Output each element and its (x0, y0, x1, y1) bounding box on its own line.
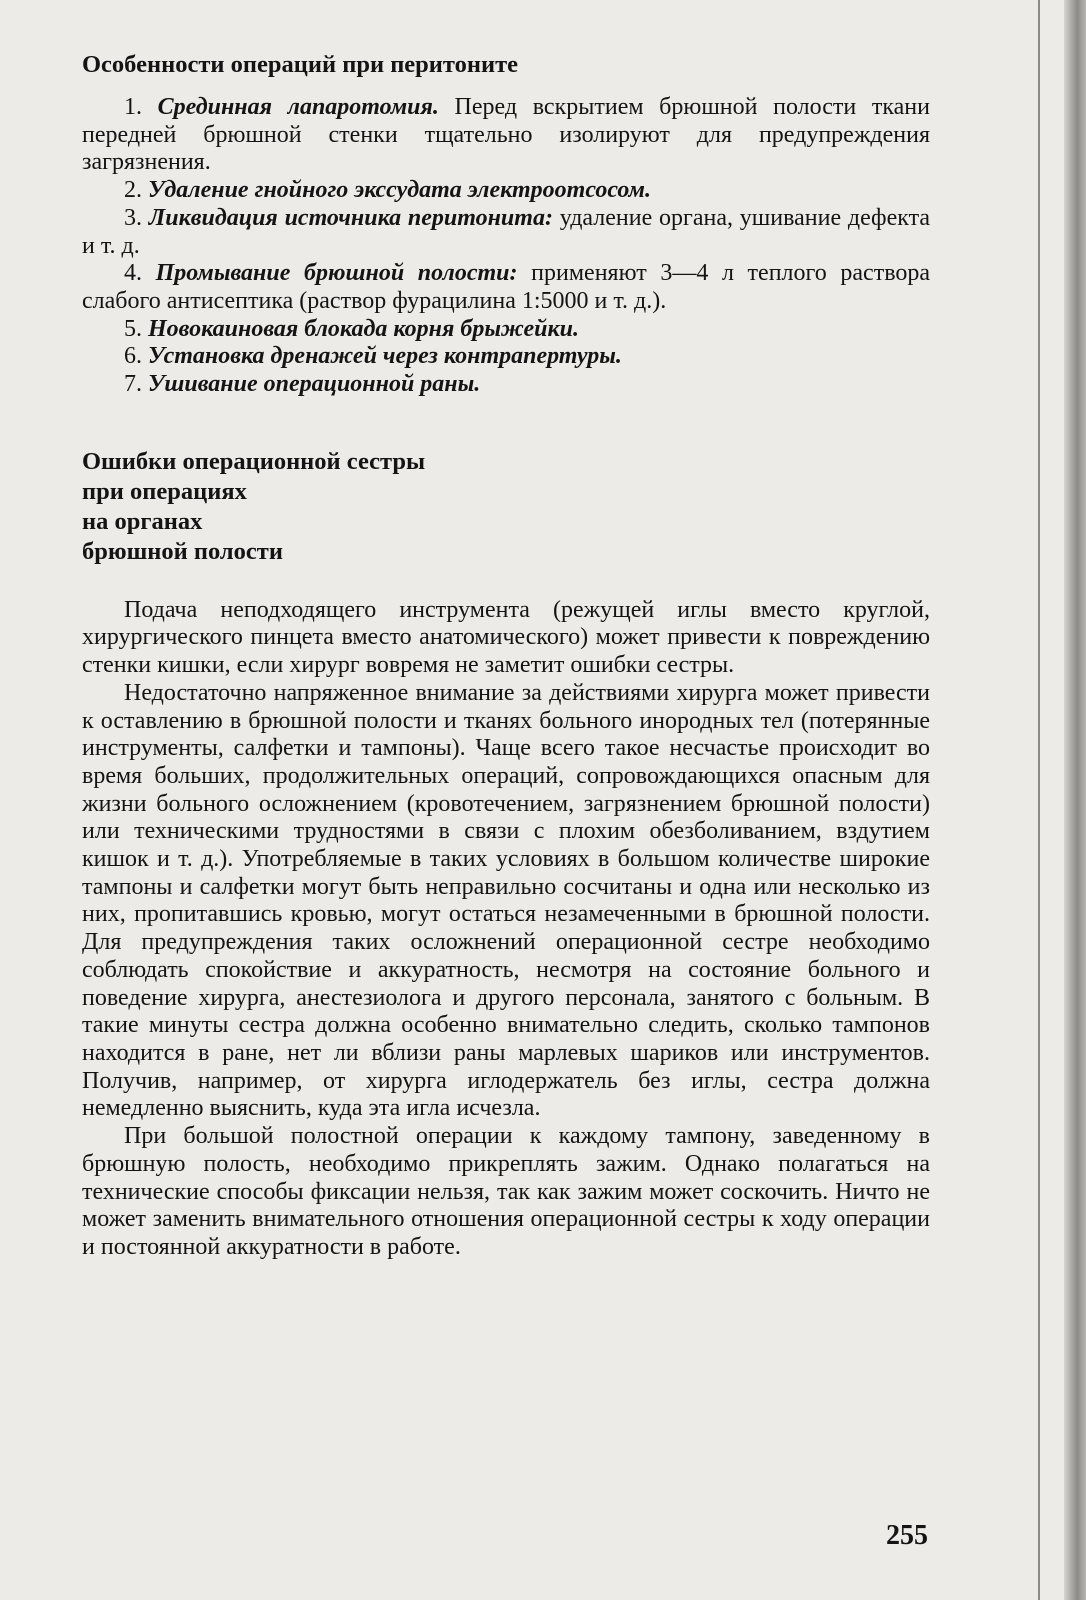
item-text: Перед вскрытием брюшной полости ткани передней брюшной стенки тщательно изолируют для предупреждения загрязнения. (82, 94, 930, 176)
page-gutter-line (1038, 0, 1040, 1600)
operation-steps-list (82, 94, 930, 399)
item-text: удаление органа, ушивание дефекта и т. д. (82, 204, 931, 259)
item-term: Ушивание операционной раны. (148, 371, 481, 398)
page-number: 255 (886, 1520, 928, 1551)
list-item (82, 260, 930, 315)
list-item (82, 94, 930, 177)
item-number: 6. (124, 343, 142, 370)
item-number: 1. (124, 94, 142, 120)
body-paragraph: При большой полостной операции к каждому тампону, заведенному в брюшную полость, необходимо прикреплять зажим. Однако полагаться на технические способы фиксации нельзя, так как зажим может соскочить. Ничто не может заменить внимательного отношения операционной сестры к ходу операции и постоянной аккуратности в работе. (82, 1123, 930, 1260)
heading-line: брюшной полости (82, 537, 283, 565)
list-item (82, 343, 930, 371)
list-item (82, 177, 930, 205)
list-item (82, 371, 930, 399)
heading-line: при операциях (82, 477, 247, 505)
item-number: 3. (124, 204, 142, 231)
item-term: Промывание брюшной полости: (155, 260, 518, 287)
item-term: Удаление гнойного экссудата электроотсосом. (148, 177, 651, 204)
item-term: Установка дренажей через контрапертуры. (148, 343, 622, 370)
page-edge-shadow (1064, 0, 1086, 1600)
list-item (82, 316, 930, 344)
item-number: 4. (124, 260, 142, 287)
list-item (82, 205, 930, 260)
item-text: применяют 3—4 л теплого раствора слабого антисептика (раствор фурацилина 1:5000 и т. д.). (82, 260, 931, 314)
item-number: 7. (124, 371, 142, 398)
heading-line: Ошибки операционной сестры (82, 447, 426, 475)
item-term: Новокаиновая блокада корня брыжейки. (148, 315, 580, 342)
item-term: Ликвидация источника перитонита: (148, 204, 553, 231)
body-paragraph: Подача неподходящего инструмента (режущей иглы вместо круглой, хирургического пинцета вместо анатомического) может привести к повреждению стенки кишки, если хирург вовремя не заметит ошибки сестры. (82, 596, 930, 679)
section-heading-nurse-errors (82, 447, 930, 567)
item-term: Срединная лапаротомия. (157, 94, 439, 120)
item-number: 2. (124, 177, 142, 204)
body-paragraph: Недостаточно напряженное внимание за действиями хирурга может привести к оставлению в брюшной полости и тканях больного инородных тел (потерянные инструменты, салфетки и тампоны). Чаще всего такое несчастье происходит во время больших, продолжительных операций, сопровождающихся опасным для жизни больного осложнением (кровотечением, загрязнением брюшной полости) или техническими трудностями в связи с плохим обезболиванием, вздутием кишок и т. д.). Употребляемые в таких условиях в большом количестве широкие тампоны и салфетки могут быть неправильно сосчитаны и одна или несколько из них, пропитавшись кровью, могут остаться незамеченными в брюшной полости. Для предупреждения таких осложнений операционной сестре необходимо соблюдать спокойствие и аккуратность, несмотря на состояние больного и поведение хирурга, анестезиолога и другого персонала, занятого с больным. В такие минуты сестра должна особенно внимательно следить, сколько тампонов находится в ране, нет ли вблизи раны марлевых шариков или инструментов. Получив, например, от хирурга иглодержатель без иглы, сестра должна немедленно выяснить, куда эта игла исчезла. (82, 679, 930, 1122)
item-number: 5. (124, 315, 142, 342)
section-heading-peritonitis: Особенности операций при перитоните (82, 51, 519, 78)
page-content (82, 50, 930, 1262)
heading-line: на органах (82, 507, 203, 535)
